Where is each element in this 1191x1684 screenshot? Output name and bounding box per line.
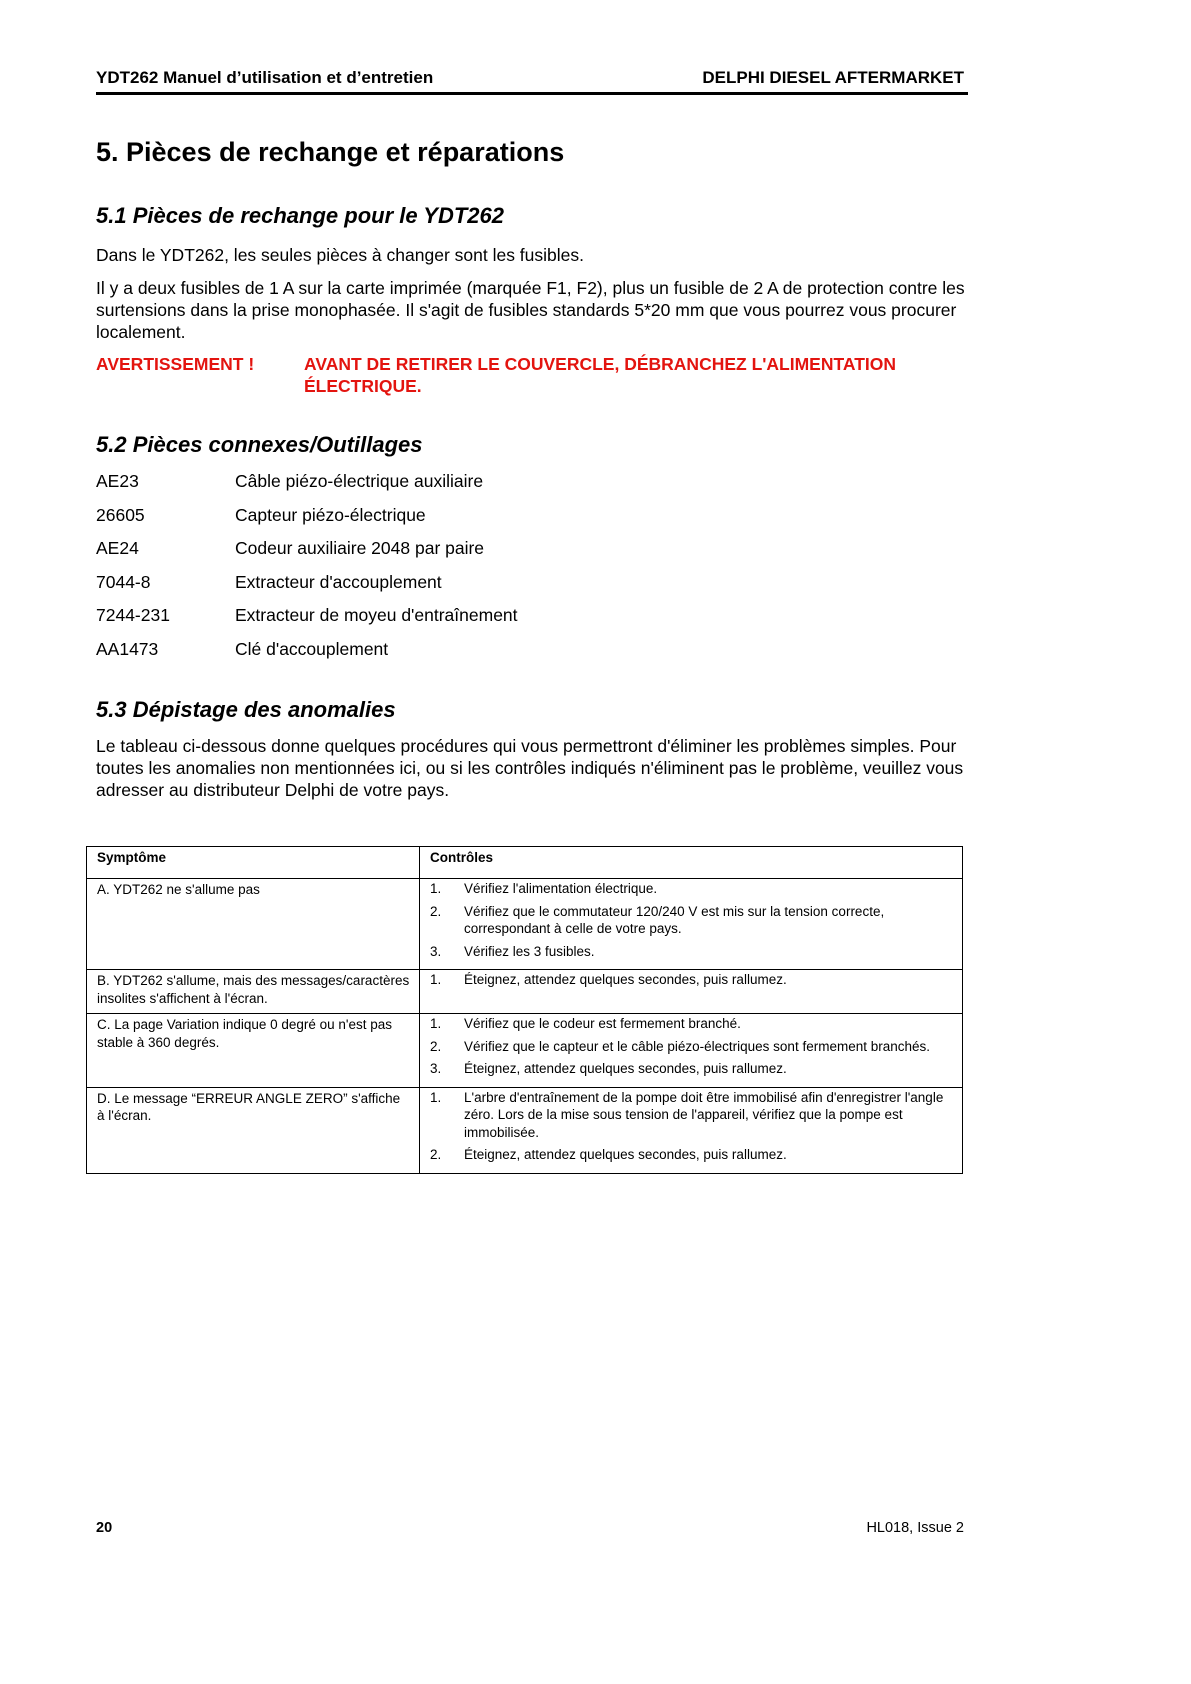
list-item [96,467,796,501]
part-description: Capteur piézo-électrique [235,504,426,525]
check-item: 3. Éteignez, attendez quelques secondes, puis rallumez. [430,1061,787,1076]
symptom-cell: D. Le message “ERREUR ANGLE ZERO” s'affiche à l'écran. [87,1087,420,1173]
column-header-symptom: Symptôme [87,847,420,879]
checks-cell [420,879,963,970]
checks-cell [420,970,963,1014]
checks-cell [420,1014,963,1088]
part-description: Extracteur de moyeu d'entraînement [235,605,518,625]
check-item: 1. L'arbre d'entraînement de la pompe doit être immobilisé afin d'enregistrer l'angle zéro. Lors de la mise sous tension de l'appareil, vérifiez que la pompe est immobilisée. [430,1089,944,1140]
symptom-cell: B. YDT262 s'allume, mais des messages/caractères insolites s'affichent à l'écran. [87,970,420,1014]
page-number: 20 [96,1520,113,1536]
list-item [96,635,796,669]
part-description: Codeur auxiliaire 2048 par paire [235,538,485,558]
paragraph-troubleshooting-intro: Le tableau ci-dessous donne quelques procédures qui vous permettront d'éliminer les problèmes simples. Pour toutes les anomalies non mentionnées ici, ou si les contrôles indiqués n'éliminent pas le problème, veuillez vous adresser au distributeur Delphi de votre pays. [96,736,964,800]
warning-text: AVANT DE RETIRER LE COUVERCLE, DÉBRANCHEZ L'ALIMENTATION ÉLECTRIQUE. [304,354,897,396]
part-description: Câble piézo-électrique auxiliaire [235,471,484,491]
check-item: 1. Vérifiez que le codeur est fermement branché. [430,1016,741,1031]
document-reference: HL018, Issue 2 [866,1520,964,1536]
check-item: 1. Vérifiez l'alimentation électrique. [430,881,658,896]
list-item [96,601,796,635]
parts-list [96,467,796,668]
symptom-cell: A. YDT262 ne s'allume pas [87,879,420,970]
subsection-title-5-3: 5.3 Dépistage des anomalies [96,697,396,722]
part-code: 26605 [96,504,145,525]
section-title: 5. Pièces de rechange et réparations [96,137,565,167]
column-header-checks: Contrôles [420,847,963,879]
check-item: 2. Éteignez, attendez quelques secondes, puis rallumez. [430,1147,787,1162]
table-row [87,1087,963,1173]
list-item [96,534,796,568]
check-item: 2. Vérifiez que le commutateur 120/240 V est mis sur la tension correcte, correspondant à celle de votre pays. [430,903,885,936]
check-item: 3. Vérifiez les 3 fusibles. [430,943,595,959]
warning-label: AVERTISSEMENT ! [96,354,255,374]
check-item: 2. Vérifiez que le capteur et le câble piézo-électriques sont fermement branchés. [430,1038,931,1054]
part-code: AE23 [96,471,139,491]
paragraph-fuses-intro: Dans le YDT262, les seules pièces à changer sont les fusibles. [96,245,585,265]
part-code: 7244-231 [96,605,170,625]
symptom-cell: C. La page Variation indique 0 degré ou n'est pas stable à 360 degrés. [87,1014,420,1088]
troubleshooting-table [86,846,963,1174]
paragraph-fuses-detail: Il y a deux fusibles de 1 A sur la carte imprimée (marquée F1, F2), plus un fusible de 2 A de protection contre les surtensions dans la prise monophasée. Il s'agit de fusibles standards 5*20 mm que vous pourrez vous procurer localement. [96,278,965,342]
checks-cell [420,1087,963,1173]
part-code: AA1473 [96,638,159,659]
check-item: 1. Éteignez, attendez quelques secondes, puis rallumez. [430,972,787,987]
list-item [96,501,796,535]
header-company: DELPHI DIESEL AFTERMARKET [702,68,964,87]
list-item [96,568,796,602]
part-description: Extracteur d'accouplement [235,571,442,592]
subsection-title-5-2: 5.2 Pièces connexes/Outillages [96,432,423,457]
table-row [87,970,963,1014]
subsection-title-5-1: 5.1 Pièces de rechange pour le YDT262 [96,203,505,228]
page-header [96,66,968,95]
part-code: 7044-8 [96,571,151,592]
header-title: YDT262 Manuel d’utilisation et d’entretien [96,68,434,87]
part-code: AE24 [96,538,139,558]
table-row [87,879,963,970]
part-description: Clé d'accouplement [235,638,389,659]
table-header-row [87,847,963,879]
table-row [87,1014,963,1088]
